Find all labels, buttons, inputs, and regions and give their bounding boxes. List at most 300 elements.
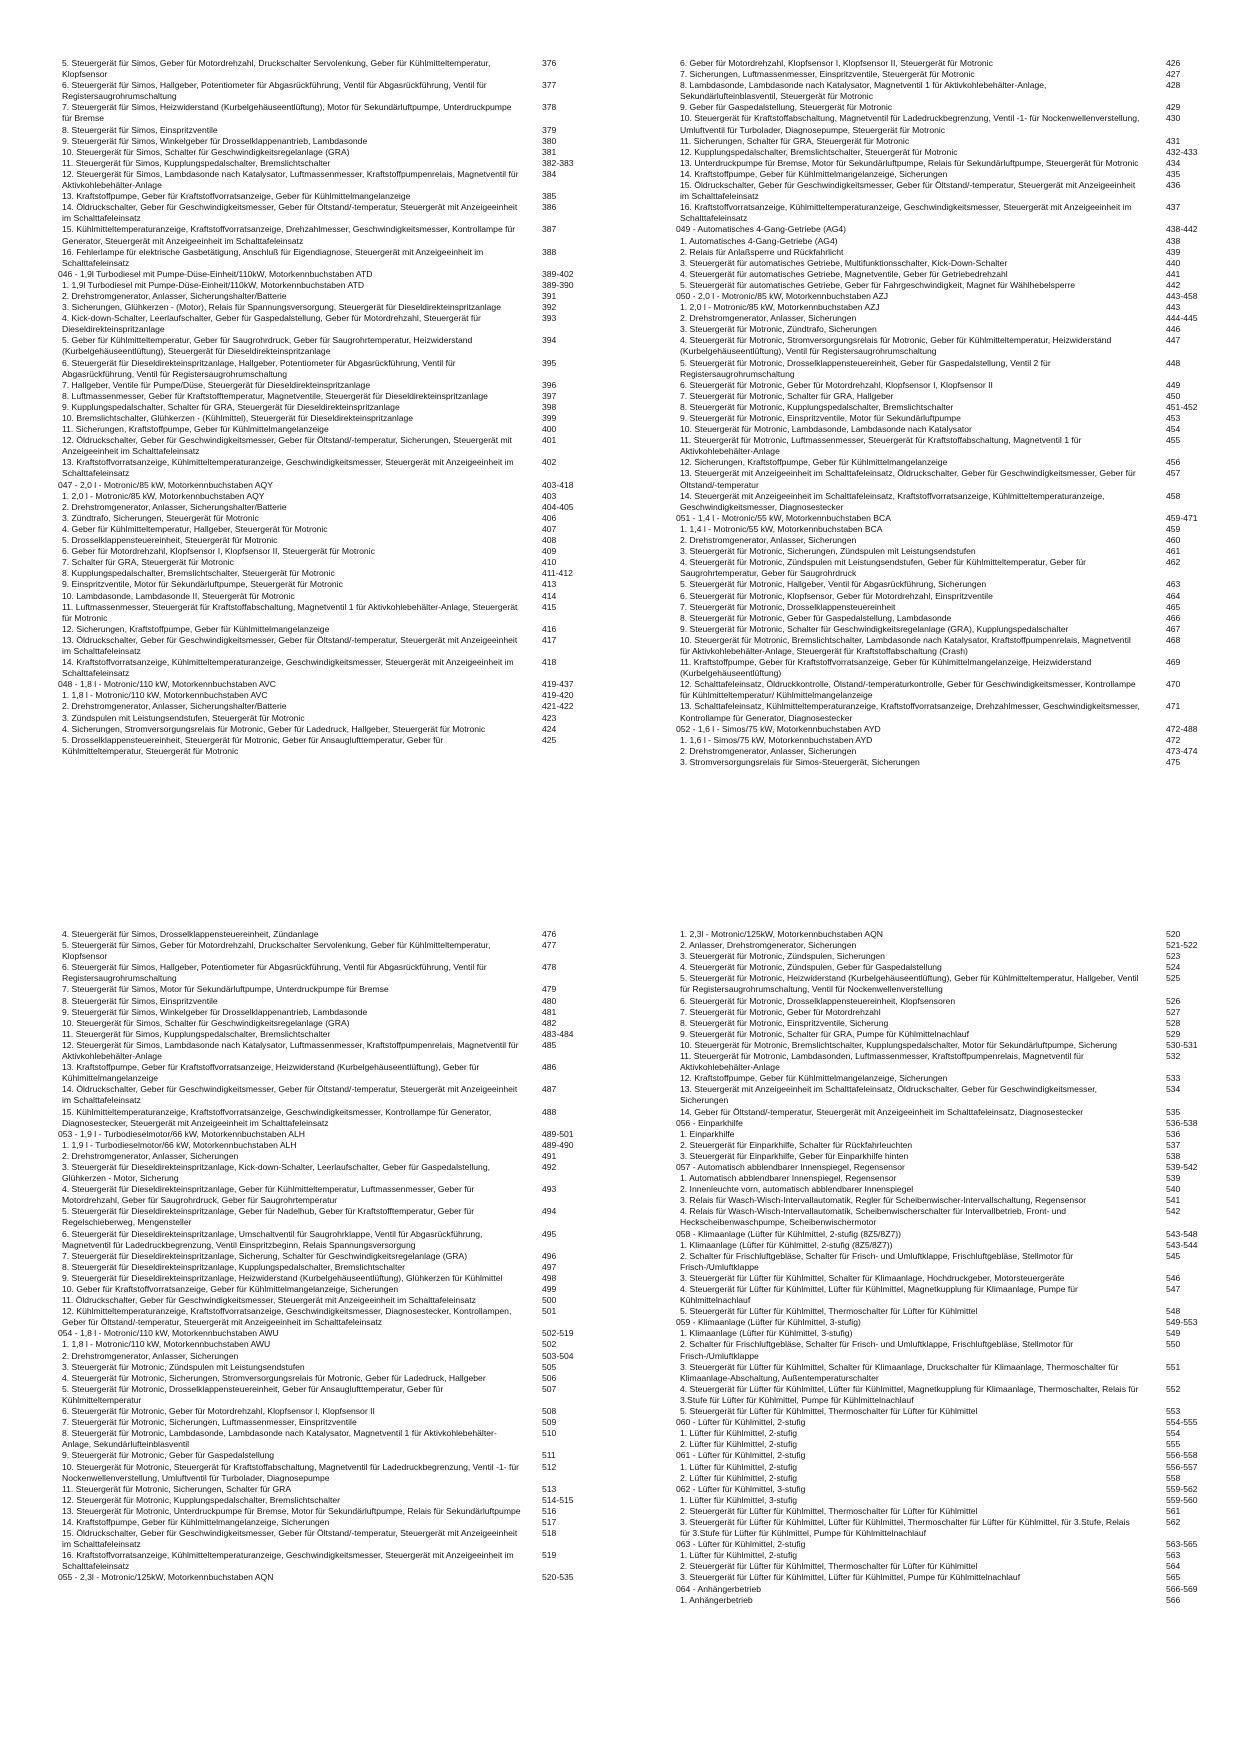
- toc-entry: [58, 1029, 598, 1040]
- toc-entry-title: 7. Steuergerät für Motronic, Schalter für GRA, Hallgeber: [680, 390, 894, 401]
- toc-entry: [676, 613, 1216, 624]
- toc-entry-title: 064 - Anhängerbetrieb: [676, 1583, 762, 1594]
- toc-entry: [676, 1406, 1216, 1417]
- toc-section-heading: [676, 291, 1216, 302]
- toc-entry: [58, 335, 598, 357]
- toc-entry-page: 380: [542, 135, 557, 146]
- toc-entry-page: 435: [1166, 168, 1181, 179]
- toc-entry-page: 377: [542, 80, 557, 91]
- toc-entry-title: 7. Schalter für GRA, Steuergerät für Motronic: [62, 557, 234, 568]
- toc-entry-page: 463: [1166, 579, 1181, 590]
- toc-entry-title: 12. Sicherungen, Kraftstoffpumpe, Geber für Kühlmittelmangelanzeige: [62, 623, 330, 634]
- toc-entry-title: 2. Drehstromgenerator, Anlasser, Sicherungshalter/Batterie: [62, 290, 287, 301]
- toc-entry-title: 7. Steuergerät für Dieseldirekteinspritzanlage, Sicherung, Schalter für Geschwindigkeitsregelanlage (GRA): [62, 1250, 468, 1261]
- toc-entry-page: 391: [542, 290, 557, 301]
- toc-entry-page: 413: [542, 579, 557, 590]
- toc-entry-title: 1. 1,6 l - Simos/75 kW, Motorkennbuchstaben AYD: [680, 734, 873, 745]
- toc-entry-title: 8. Steuergerät für Dieseldirekteinspritzanlage, Kupplungspedalschalter, Bremslichtschalter: [62, 1261, 405, 1272]
- toc-entry: [676, 1328, 1216, 1339]
- toc-entry-title: 5. Steuergerät für Simos, Geber für Motordrehzahl, Druckschalter Servolenkung, Geber für Kühlmitteltemperatur, Klopfsensor: [62, 58, 491, 80]
- toc-entry-page: 543-548: [1166, 1228, 1198, 1239]
- toc-entry-title: 7. Steuergerät für Motronic, Sicherungen, Luftmassenmesser, Einspritzventile: [62, 1417, 357, 1428]
- toc-entry-title: 3. Steuergerät für Lüfter für Kühlmittel, Lüfter für Kühlmittel, Thermoschalter für Lüfter für Kühlmittel, für 3.Stufe, Relais für 3.Stufe für Lüfter für Kühlmittel, Pumpe für Kühlmittelnachlauf: [680, 1516, 1130, 1539]
- toc-entry-title: 7. Steuergerät für Motronic, Drosselklappensteuereinheit: [680, 601, 896, 612]
- toc-entry: [676, 1284, 1216, 1306]
- toc-entry-page: 443-458: [1166, 290, 1198, 301]
- toc-entry: [676, 635, 1216, 657]
- toc-entry: [676, 1129, 1216, 1140]
- toc-entry: [58, 690, 598, 701]
- toc-entry-page: 541: [1166, 1195, 1181, 1206]
- toc-entry-title: 11. Steuergerät für Simos, Kupplungspedalschalter, Bremslichtschalter: [62, 1028, 331, 1039]
- toc-entry: [676, 280, 1216, 291]
- toc-entry-title: 2. Innenleuchte vorn, automatisch abblendbarer Innenspiegel: [680, 1184, 914, 1195]
- toc-entry: [676, 1240, 1216, 1251]
- toc-section-heading: [676, 724, 1216, 735]
- toc-entry-page: 419-437: [542, 679, 574, 690]
- toc-entry-title: 11. Kraftstoffpumpe, Geber für Kraftstoffvorratsanzeige, Geber für Kühlmittelmangelanzeige, Heizwiderstand (Kurbelgehäuseentlüftung): [680, 657, 1092, 679]
- toc-entry-page: 431: [1166, 135, 1181, 146]
- toc-entry-title: 2. Lüfter für Kühlmittel, 2-stufig: [680, 1439, 798, 1450]
- toc-entry-title: 3. Steuergerät für Einparkhilfe, Geber für Einparkhilfe hinten: [680, 1150, 909, 1161]
- toc-entry-page: 509: [542, 1417, 557, 1428]
- toc-entry-title: 10. Steuergerät für Simos, Schalter für Geschwindigkeitsregelanlage (GRA): [62, 1017, 350, 1028]
- toc-entry: [676, 1018, 1216, 1029]
- toc-entry-title: 10. Lambdasonde, Lambdasonde II, Steuergerät für Motronic: [62, 590, 295, 601]
- toc-entry-page: 447: [1166, 335, 1181, 346]
- toc-entry-title: 4. Steuergerät für Motronic, Sicherungen, Stromversorgungsrelais für Motronic, Geber für Ladedruck, Hallgeber: [62, 1372, 486, 1383]
- toc-entry: [58, 1373, 598, 1384]
- toc-entry-page: 520: [1166, 929, 1181, 939]
- toc-entry-title: 1. 1,4 l - Motronic/55 kW, Motorkennbuchstaben BCA: [680, 523, 883, 534]
- toc-entry: [58, 358, 598, 380]
- toc-entry-page: 410: [542, 557, 557, 568]
- toc-entry-page: 497: [542, 1261, 557, 1272]
- toc-entry: [58, 535, 598, 546]
- toc-entry-page: 506: [542, 1372, 557, 1383]
- toc-entry: [58, 1417, 598, 1428]
- toc-section-heading: [676, 1417, 1216, 1428]
- toc-entry-title: 13. Öldruckschalter, Geber für Geschwindigkeitsmesser, Geber für Öltstand/-temperatur, Steuergerät mit Anzeigeeinheit im Schalttafeleinsatz: [62, 634, 518, 656]
- toc-entry-title: 10. Steuergerät für Motronic, Lambdasonde, Lambdasonde nach Katalysator: [680, 424, 972, 435]
- toc-entry-title: 12. Schalttafeleinsatz, Öldruckkontrolle, Ölstand/-temperaturkontrolle, Geber für Geschwindigkeitsmesser, Kontrollampe für Kühlmitteltemperatur/ Kühlmittelmangelanzeige: [680, 679, 1136, 701]
- toc-entry: [676, 1462, 1216, 1473]
- toc-entry-title: 3. Steuergerät für Motronic, Sicherungen, Zündspulen mit Leistungsendstufen: [680, 546, 976, 557]
- toc-entry-page: 426: [1166, 58, 1181, 68]
- toc-entry: [676, 1495, 1216, 1506]
- toc-entry-page: 505: [542, 1361, 557, 1372]
- toc-entry-page: 548: [1166, 1306, 1181, 1317]
- toc-entry-page: 438-442: [1166, 224, 1198, 235]
- toc-entry-title: 7. Steuergerät für Simos, Heizwiderstand (Kurbelgehäuseentlüftung), Motor für Sekundärluftpumpe, Unterdruckpumpe für Bremse: [62, 102, 512, 124]
- toc-entry-title: 057 - Automatisch abblendbarer Innenspiegel, Regensensor: [676, 1161, 905, 1172]
- toc-entry-title: 14. Kraftstoffpumpe, Geber für Kühlmittelmangelanzeige, Sicherungen: [680, 168, 948, 179]
- toc-entry-page: 566: [1166, 1594, 1181, 1605]
- toc-column-top-left: [58, 58, 598, 757]
- toc-entry-title: 7. Steuergerät für Simos, Motor für Sekundärluftpumpe, Unterdruckpumpe für Bremse: [62, 984, 389, 995]
- toc-section-heading: [676, 1229, 1216, 1240]
- toc-entry: [676, 302, 1216, 313]
- toc-entry-title: 1. 1,8 l - Motronic/110 kW, Motorkennbuchstaben AWU: [62, 1339, 271, 1350]
- toc-entry-page: 450: [1166, 390, 1181, 401]
- toc-entry: [676, 1572, 1216, 1583]
- toc-entry: [58, 1428, 598, 1450]
- toc-entry: [676, 557, 1216, 579]
- toc-entry-page: 485: [542, 1039, 557, 1050]
- toc-entry: [58, 1406, 598, 1417]
- toc-entry-title: 12. Steuergerät für Simos, Lambdasonde nach Katalysator, Luftmassenmesser, Kraftstoffpumpenrelais, Magnetventil für Aktivkohlebehälter-Anlage: [62, 168, 519, 191]
- toc-entry-title: 5. Steuergerät für Motronic, Hallgeber, Ventil für Abgasrückführung, Sicherungen: [680, 579, 987, 590]
- toc-entry-page: 386: [542, 202, 557, 213]
- toc-entry-page: 508: [542, 1406, 557, 1417]
- toc-entry-title: 3. Zündtrafo, Sicherungen, Steuergerät für Motronic: [62, 512, 259, 523]
- toc-entry: [676, 1273, 1216, 1284]
- toc-entry-page: 379: [542, 124, 557, 135]
- toc-entry: [58, 413, 598, 424]
- toc-entry: [58, 1206, 598, 1228]
- toc-entry-page: 470: [1166, 679, 1181, 690]
- toc-entry-title: 13. Schalttafeleinsatz, Kühlmitteltemperaturanzeige, Kraftstoffvorratsanzeige, Drehzahlmesser, Geschwindigkeitsmesser, Kontrollampe für Generator, Diagnosestecker: [680, 701, 1140, 723]
- toc-entry-page: 514-515: [542, 1494, 574, 1505]
- toc-entry-page: 403-418: [542, 479, 574, 490]
- toc-entry-page: 421-422: [542, 701, 574, 712]
- toc-entry-page: 468: [1166, 634, 1181, 645]
- toc-entry-page: 517: [542, 1516, 557, 1527]
- toc-entry-page: 385: [542, 191, 557, 202]
- toc-entry: [676, 1428, 1216, 1439]
- toc-entry: [676, 1339, 1216, 1361]
- toc-section-heading: [676, 1162, 1216, 1173]
- toc-entry-title: 2. Anlasser, Drehstromgenerator, Sicherungen: [680, 940, 857, 951]
- toc-entry-page: 539-542: [1166, 1161, 1198, 1172]
- toc-entry-page: 500: [542, 1295, 557, 1306]
- toc-entry-page: 543-544: [1166, 1239, 1198, 1250]
- toc-entry: [58, 984, 598, 995]
- toc-entry-title: 8. Steuergerät für Motronic, Kupplungspedalschalter, Bremslichtschalter: [680, 401, 954, 412]
- toc-entry: [58, 1351, 598, 1362]
- toc-entry-page: 488: [542, 1106, 557, 1117]
- toc-entry-title: 11. Sicherungen, Schalter für GRA, Steuergerät für Motronic: [680, 135, 910, 146]
- toc-entry-page: 554-555: [1166, 1417, 1198, 1428]
- toc-entry-title: 8. Luftmassenmesser, Geber für Kraftstofftemperatur, Magnetventile, Steuergerät für Dieseldirekteinspritzanlage: [62, 390, 488, 401]
- toc-entry-title: 9. Kupplungspedalschalter, Schalter für GRA, Steuergerät für Dieseldirekteinspritzanlage: [62, 401, 400, 412]
- toc-entry-title: 12. Kupplungspedalschalter, Bremslichtschalter, Steuergerät für Motronic: [680, 146, 958, 157]
- toc-entry-title: 10. Steuergerät für Motronic, Bremslichtschalter, Kupplungspedalschalter, Motor für Sekundärluftpumpe, Sicherung: [680, 1039, 1118, 1050]
- toc-entry: [58, 191, 598, 202]
- toc-entry-page: 473-474: [1166, 745, 1198, 756]
- toc-entry: [58, 1506, 598, 1517]
- toc-entry: [676, 951, 1216, 962]
- toc-entry-title: 10. Steuergerät für Motronic, Steuergerät für Kraftstoffabschaltung, Magnetventil für Ladedruckbegrenzung, Ventil -1- für Nockenwellenverstellung, Umluftventil für Turbolader, Diagnosepumpe: [62, 1461, 519, 1483]
- toc-entry-page: 401: [542, 435, 557, 446]
- toc-entry-title: 14. Öldruckschalter, Geber für Geschwindigkeitsmesser, Geber für Öltstand/-temperatur, Steuergerät mit Anzeigeeinheit im Schalttafeleinsatz: [62, 1084, 518, 1106]
- toc-entry-page: 530-531: [1166, 1039, 1198, 1050]
- toc-entry-page: 489-490: [542, 1139, 574, 1150]
- toc-entry-title: 1. Einparkhilfe: [680, 1128, 735, 1139]
- toc-entry-page: 393: [542, 313, 557, 324]
- toc-entry: [58, 624, 598, 635]
- toc-entry: [58, 546, 598, 557]
- toc-entry: [676, 1439, 1216, 1450]
- toc-entry-page: 502-519: [542, 1328, 574, 1339]
- toc-entry: [58, 635, 598, 657]
- toc-entry-title: 3. Steuergerät für Motronic, Zündspulen mit Leistungsendstufen: [62, 1361, 305, 1372]
- toc-entry: [58, 391, 598, 402]
- toc-entry-page: 564: [1166, 1561, 1181, 1572]
- toc-entry-page: 533: [1166, 1073, 1181, 1084]
- toc-entry-page: 448: [1166, 357, 1181, 368]
- toc-entry-page: 398: [542, 401, 557, 412]
- toc-entry: [676, 624, 1216, 635]
- toc-entry: [58, 724, 598, 735]
- toc-entry-page: 513: [542, 1483, 557, 1494]
- toc-entry-title: 062 - Lüfter für Kühlmittel, 3-stufig: [676, 1483, 806, 1494]
- toc-entry-title: 14. Steuergerät mit Anzeigeeinheit im Schalttafeleinsatz, Kraftstoffvorratsanzeige, Kühlmitteltemperaturanzeige, Geschwindigkeitsmesser, Diagnosestecker: [680, 490, 1105, 512]
- toc-entry-title: 2. Drehstromgenerator, Anlasser, Sicherungen: [680, 745, 857, 756]
- toc-entry-title: 3. Steuergerät für Lüfter für Kühlmittel, Lüfter für Kühlmittel, Pumpe für Kühlmittelnachlauf: [680, 1572, 1021, 1583]
- toc-entry-page: 503-504: [542, 1350, 574, 1361]
- toc-entry-page: 415: [542, 601, 557, 612]
- toc-entry-title: 5. Steuergerät für Lüfter für Kühlmittel, Thermoschalter für Lüfter für Kühlmittel: [680, 1406, 978, 1417]
- toc-entry-page: 487: [542, 1084, 557, 1095]
- toc-entry-page: 449: [1166, 379, 1181, 390]
- toc-entry: [676, 313, 1216, 324]
- toc-entry-title: 10. Steuergerät für Motronic, Bremslichtschalter, Lambdasonde nach Katalysator, Kraftstoffpumpenrelais, Magnetventil für Aktivkohlebehälter-Anlage, Steuergerät für Kraftstoffabschaltung (Crash): [680, 634, 1131, 656]
- toc-entry: [58, 435, 598, 457]
- toc-entry-title: 13. Steuergerät für Motronic, Unterdruckpumpe für Bremse, Motor für Sekundärluftpumpe, Relais für Sekundärluftpumpe: [62, 1505, 521, 1516]
- toc-entry-page: 394: [542, 335, 557, 346]
- toc-entry: [676, 1084, 1216, 1106]
- toc-entry-title: 4. Sicherungen, Stromversorgungsrelais für Motronic, Geber für Ladedruck, Hallgeber, Steuergerät für Motronic: [62, 723, 486, 734]
- toc-entry-page: 388: [542, 246, 557, 257]
- toc-entry: [676, 1173, 1216, 1184]
- toc-entry-title: 11. Steuergerät für Motronic, Luftmassenmesser, Steuergerät für Kraftstoffabschaltung, Magnetventil 1 für Aktivkohlebehälter-Anlage: [680, 435, 1082, 457]
- toc-entry-title: 12. Steuergerät für Motronic, Kupplungspedalschalter, Bremslichtschalter: [62, 1494, 341, 1505]
- toc-section-heading: [58, 1328, 598, 1339]
- toc-entry-title: 046 - 1,9l Turbodiesel mit Pumpe-Düse-Einheit/110kW, Motorkennbuchstaben ATD: [58, 268, 373, 279]
- toc-entry: [58, 58, 598, 80]
- toc-entry-title: 5. Steuergerät für Motronic, Drosselklappensteuereinheit, Geber für Ansauglufttemperatur, Geber für Kühlmitteltemperatur: [62, 1383, 444, 1405]
- toc-entry-title: 8. Kupplungspedalschalter, Bremslichtschalter, Steuergerät für Motronic: [62, 568, 335, 579]
- toc-entry-page: 459: [1166, 523, 1181, 534]
- toc-entry: [676, 1362, 1216, 1384]
- toc-entry-title: 1. Automatisch abblendbarer Innenspiegel, Regensensor: [680, 1173, 897, 1184]
- toc-entry: [58, 940, 598, 962]
- toc-entry-page: 407: [542, 523, 557, 534]
- toc-entry: [58, 713, 598, 724]
- toc-entry: [676, 1073, 1216, 1084]
- toc-entry-title: 1. Lüfter für Kühlmittel, 2-stufig: [680, 1550, 798, 1561]
- toc-entry-title: 10. Geber für Kraftstoffvorratsanzeige, Geber für Kühlmittelmangelanzeige, Sicherungen: [62, 1284, 399, 1294]
- toc-entry: [58, 1162, 598, 1184]
- toc-entry-title: 5. Geber für Kühlmitteltemperatur, Geber für Saugrohrdruck, Geber für Saugrohrtemperatur, Heizwiderstand (Kurbelgehäuseentlüftung), Steuergerät für Dieseldirekteinspritzanlage: [62, 335, 473, 357]
- toc-entry-title: 1. Automatisches 4-Gang-Getriebe (AG4): [680, 235, 838, 246]
- toc-entry: [58, 735, 598, 757]
- toc-entry: [676, 1040, 1216, 1051]
- toc-entry-page: 389-390: [542, 279, 574, 290]
- toc-entry-page: 389-402: [542, 268, 574, 279]
- toc-entry-title: 4. Steuergerät für Motronic, Zündspulen, Geber für Gaspedalstellung: [680, 962, 942, 973]
- toc-entry-title: 12. Steuergerät für Simos, Lambdasonde nach Katalysator, Luftmassenmesser, Kraftstoffpumpenrelais, Magnetventil für Aktivkohlebehälter-Anlage: [62, 1039, 519, 1062]
- toc-entry: [676, 102, 1216, 113]
- toc-entry-page: 416: [542, 623, 557, 634]
- toc-entry-page: 458: [1166, 490, 1181, 501]
- toc-entry: [676, 324, 1216, 335]
- toc-entry-title: 2. Lüfter für Kühlmittel, 2-stufig: [680, 1472, 798, 1483]
- toc-entry-title: 9. Steuergerät für Simos, Winkelgeber für Drosselklappenantrieb, Lambdasonde: [62, 135, 368, 146]
- toc-entry-page: 482: [542, 1017, 557, 1028]
- toc-entry-page: 382-383: [542, 157, 574, 168]
- toc-entry-page: 387: [542, 224, 557, 235]
- toc-entry-page: 520-535: [542, 1572, 574, 1583]
- toc-section-heading: [676, 1118, 1216, 1129]
- toc-entry-title: 13. Kraftstoffpumpe, Geber für Kraftstoffvorratsanzeige, Geber für Kühlmittelmangelanzeige: [62, 191, 411, 202]
- toc-entry-title: 061 - Lüfter für Kühlmittel, 2-stufig: [676, 1450, 806, 1461]
- toc-entry-title: 6. Steuergerät für Simos, Hallgeber, Potentiometer für Abgasrückführung, Ventil für Abgasrückführung, Ventil für Registersaugrohrumschaltung: [62, 962, 487, 984]
- toc-entry-page: 494: [542, 1206, 557, 1217]
- toc-entry-title: 5. Steuergerät für Dieseldirekteinspritzanlage, Geber für Nadelhub, Geber für Kraftstofftemperatur, Geber für Regelschieberweg, Mengensteller: [62, 1206, 475, 1228]
- toc-entry-page: 429: [1166, 102, 1181, 113]
- toc-entry: [58, 962, 598, 984]
- toc-entry-page: 538: [1166, 1150, 1181, 1161]
- toc-entry-title: 4. Relais für Wasch-Wisch-Intervallautomatik, Scheibenwischerschalter für Intervallbetrieb, Front- und Heckscheibenwaschpumpe, Scheibenwischermotor: [680, 1206, 1067, 1228]
- toc-entry: [676, 491, 1216, 513]
- toc-entry-title: 1. 2,0 l - Motronic/85 kW, Motorkennbuchstaben AQY: [62, 490, 265, 501]
- toc-entry: [58, 1062, 598, 1084]
- toc-entry: [676, 746, 1216, 757]
- toc-entry-page: 381: [542, 146, 557, 157]
- toc-entry-title: 4. Kick-down-Schalter, Leerlaufschalter, Geber für Gaspedalstellung, Geber für Motordrehzahl, Steuergerät für Dieseldirekteinspritzanlage: [62, 313, 481, 335]
- toc-entry-page: 444-445: [1166, 313, 1198, 324]
- toc-entry-title: 4. Steuergerät für Lüfter für Kühlmittel, Lüfter für Kühlmittel, Magnetkupplung für Klimaanlage, Pumpe für Kühlmittelnachlauf: [680, 1284, 1078, 1306]
- toc-entry-page: 439: [1166, 246, 1181, 257]
- toc-entry-page: 399: [542, 413, 557, 423]
- toc-section-heading: [676, 1317, 1216, 1328]
- toc-entry-title: 14. Öldruckschalter, Geber für Geschwindigkeitsmesser, Geber für Öltstand/-temperatur, Steuergerät mit Anzeigeeinheit im Schalttafeleinsatz: [62, 202, 518, 224]
- toc-entry: [58, 1339, 598, 1350]
- toc-entry-title: 1. Lüfter für Kühlmittel, 2-stufig: [680, 1428, 798, 1439]
- toc-entry-title: 11. Steuergerät für Motronic, Lambdasonden, Luftmassenmesser, Kraftstoffpumpenrelais, Magnetventil für Aktivkohlebehälter-Anlage: [680, 1051, 1084, 1073]
- toc-entry-title: 7. Hallgeber, Ventile für Pumpe/Düse, Steuergerät für Dieseldirekteinspritzanlage: [62, 379, 371, 390]
- toc-entry-title: 7. Sicherungen, Luftmassenmesser, Einspritzventile, Steuergerät für Motronic: [680, 69, 975, 80]
- toc-entry-page: 460: [1166, 535, 1181, 546]
- toc-entry-page: 532: [1166, 1051, 1181, 1062]
- toc-entry-page: 528: [1166, 1017, 1181, 1028]
- toc-entry-title: 053 - 1,9 l - Turbodieselmotor/66 kW, Motorkennbuchstaben ALH: [58, 1128, 305, 1139]
- toc-entry-page: 451-452: [1166, 401, 1198, 412]
- toc-section-heading: [676, 224, 1216, 235]
- toc-section-heading: [58, 480, 598, 491]
- toc-entry: [676, 929, 1216, 940]
- toc-column-bottom-right: [676, 929, 1216, 1606]
- toc-entry: [58, 1018, 598, 1029]
- toc-entry: [58, 701, 598, 712]
- toc-entry-page: 525: [1166, 973, 1181, 984]
- toc-entry-page: 427: [1166, 69, 1181, 80]
- toc-entry-page: 535: [1166, 1106, 1181, 1117]
- toc-entry: [676, 380, 1216, 391]
- toc-section-heading: [58, 1129, 598, 1140]
- toc-entry-title: 3. Zündspulen mit Leistungsendstufen, Steuergerät für Motronic: [62, 712, 305, 723]
- toc-entry-page: 512: [542, 1461, 557, 1472]
- toc-entry-title: 9. Einspritzventile, Motor für Sekundärluftpumpe, Steuergerät für Motronic: [62, 579, 343, 590]
- toc-entry-page: 397: [542, 390, 557, 401]
- toc-entry-page: 446: [1166, 324, 1181, 335]
- toc-entry: [58, 1007, 598, 1018]
- toc-entry-title: 16. Kraftstoffvorratsanzeige, Kühlmitteltemperaturanzeige, Geschwindigkeitsmesser, Steuergerät mit Anzeigeeinheit im Schalttafeleinsatz: [680, 202, 1132, 224]
- toc-entry-title: 6. Steuergerät für Dieseldirekteinspritzanlage, Umschaltventil für Saugrohrklappe, Ventil für Abgasrückführung, Magnetventil für Ladedruckbegrenzung, Ventil Einspritzbeginn, Relais Spannungsversorgung: [62, 1228, 483, 1250]
- toc-entry-title: 8. Steuergerät für Simos, Einspritzventile: [62, 124, 218, 135]
- toc-entry: [58, 1040, 598, 1062]
- toc-entry-page: 546: [1166, 1272, 1181, 1283]
- toc-entry-page: 425: [542, 734, 557, 745]
- toc-entry-title: 1. Lüfter für Kühlmittel, 3-stufig: [680, 1494, 798, 1505]
- toc-entry-page: 551: [1166, 1361, 1181, 1372]
- toc-section-heading: [676, 1539, 1216, 1550]
- toc-entry: [58, 1306, 598, 1328]
- toc-entry-title: 6. Geber für Motordrehzahl, Klopfsensor I, Klopfsensor II, Steuergerät für Motronic: [680, 58, 993, 68]
- toc-section-heading: [58, 1572, 598, 1583]
- toc-entry-title: 1. Lüfter für Kühlmittel, 2-stufig: [680, 1461, 798, 1472]
- toc-entry-title: 2. Drehstromgenerator, Anlasser, Sicherungen: [680, 313, 857, 324]
- toc-entry-title: 6. Steuergerät für Motronic, Geber für Motordrehzahl, Klopfsensor I, Klopfsensor II: [62, 1406, 375, 1417]
- toc-entry-page: 495: [542, 1228, 557, 1239]
- toc-entry-title: 051 - 1,4 l - Motronic/55 kW, Motorkennbuchstaben BCA: [676, 512, 891, 523]
- toc-entry: [676, 391, 1216, 402]
- toc-entry-page: 436: [1166, 180, 1181, 191]
- toc-entry-page: 510: [542, 1428, 557, 1439]
- toc-entry-page: 465: [1166, 601, 1181, 612]
- toc-entry-page: 479: [542, 984, 557, 995]
- toc-entry-page: 507: [542, 1383, 557, 1394]
- toc-entry: [58, 1273, 598, 1284]
- toc-entry-title: 063 - Lüfter für Kühlmittel, 2-stufig: [676, 1539, 806, 1550]
- toc-entry-title: 3. Sicherungen, Glühkerzen - (Motor), Relais für Spannungsversorgung, Steuergerät für Dieseldirekteinspritzanlage: [62, 302, 501, 313]
- toc-entry: [58, 313, 598, 335]
- toc-entry-title: 4. Steuergerät für Motronic, Zündspulen mit Leistungsendstufen, Geber für Kühlmitteltemperatur, Geber für Saugrohrtemperatur, Geber für Saugrohrdruck: [680, 557, 1087, 579]
- toc-entry: [58, 1140, 598, 1151]
- toc-section-heading: [58, 679, 598, 690]
- toc-entry-title: 13. Kraftstoffvorratsanzeige, Kühlmitteltemperaturanzeige, Geschwindigkeitsmesser, Steuergerät mit Anzeigeeinheit im Schalttafeleinsatz: [62, 457, 514, 479]
- toc-entry-title: 5. Drosselklappensteuereinheit, Steuergerät für Motronic, Geber für Ansauglufttemperatur, Geber für Kühlmitteltemperatur, Steuergerät für Motronic: [62, 734, 444, 756]
- toc-entry-page: 483-484: [542, 1028, 574, 1039]
- toc-entry-page: 549: [1166, 1328, 1181, 1339]
- toc-entry-page: 392: [542, 302, 557, 313]
- toc-entry-page: 552: [1166, 1383, 1181, 1394]
- toc-entry-title: 058 - Klimaanlage (Lüfter für Kühlmittel, 2-stufig (8Z5/8Z7)): [676, 1228, 901, 1239]
- toc-entry: [676, 158, 1216, 169]
- toc-entry-page: 432-433: [1166, 146, 1198, 157]
- toc-entry-title: 048 - 1,8 l - Motronic/110 kW, Motorkennbuchstaben AVC: [58, 679, 276, 690]
- toc-entry-title: 052 - 1,6 l - Simos/75 kW, Motorkennbuchstaben AYD: [676, 723, 881, 734]
- toc-entry-page: 493: [542, 1184, 557, 1195]
- toc-entry: [58, 524, 598, 535]
- toc-entry-page: 491: [542, 1150, 557, 1161]
- toc-entry: [676, 1506, 1216, 1517]
- toc-entry-title: 9. Steuergerät für Motronic, Schalter für Geschwindigkeitsregelanlage (GRA), Kupplungspedalschalter: [680, 623, 1069, 634]
- toc-entry-title: 6. Steuergerät für Motronic, Geber für Motordrehzahl, Klopfsensor I, Klopfsensor II: [680, 379, 993, 390]
- toc-entry-page: 489-501: [542, 1128, 574, 1139]
- toc-entry-page: 462: [1166, 557, 1181, 568]
- toc-entry-title: 2. Schalter für Frischluftgebläse, Schalter für Frisch- und Umluftklappe, Frischluftgebläse, Stellmotor für Frisch-/Umluftklappe: [680, 1250, 1074, 1272]
- toc-entry-page: 469: [1166, 657, 1181, 668]
- toc-entry: [676, 1140, 1216, 1151]
- toc-entry-page: 442: [1166, 279, 1181, 290]
- toc-entry: [58, 158, 598, 169]
- toc-entry-page: 406: [542, 512, 557, 523]
- toc-entry-title: 1. Anhängerbetrieb: [680, 1594, 753, 1605]
- toc-entry-title: 3. Stromversorgungsrelais für Simos-Steuergerät, Sicherungen: [680, 756, 920, 767]
